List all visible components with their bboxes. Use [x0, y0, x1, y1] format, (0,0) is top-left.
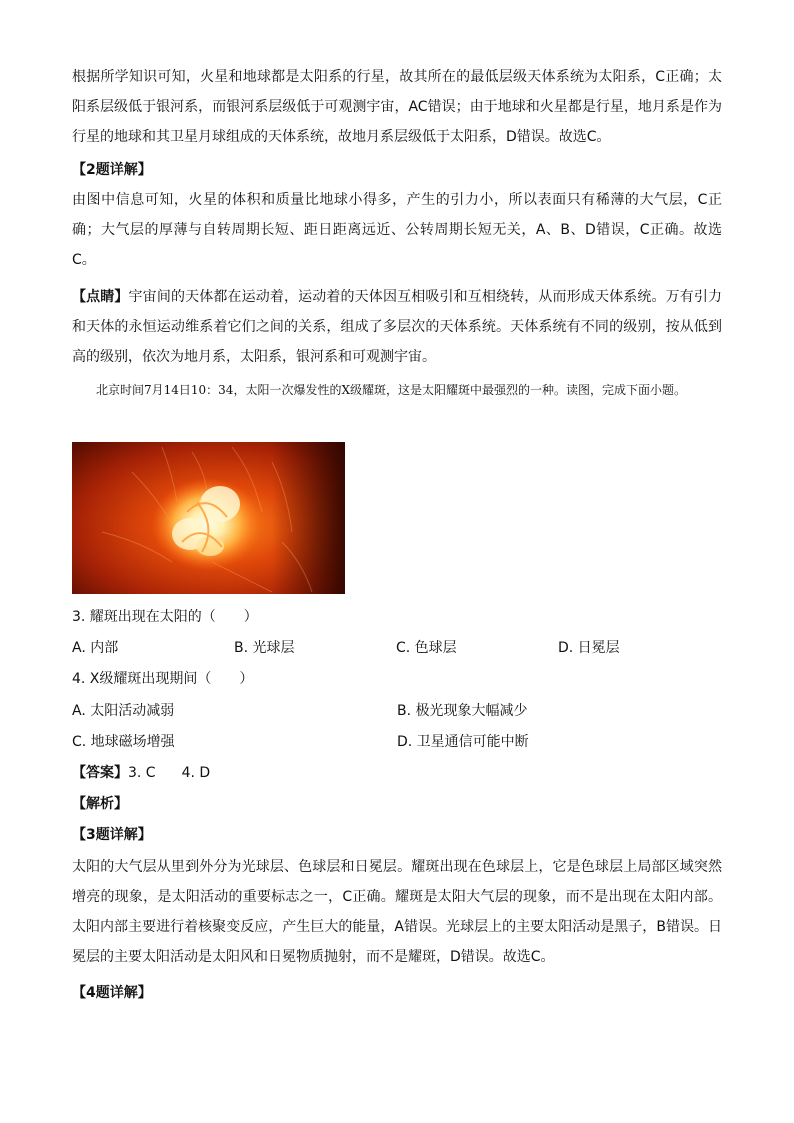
q4-option-c: C. 地球磁场增强 [72, 734, 175, 750]
tip-text: 宇宙间的天体都在运动着，运动着的天体因互相吸引和互相绕转，从而形成天体系统。万有引力和天体的永恒运动维系着它们之间的关系，组成了多层次的天体系统。天体系统有不同的级别，按从低到高的级别，依次为地月系，太阳系，银河系和可观测宇宙。 [72, 289, 723, 365]
question-3-stem: 3. 耀斑出现在太阳的（ ） [72, 609, 258, 625]
q4-detail-label: 【4题详解】 [72, 985, 152, 1001]
q3-option-c: C. 色球层 [396, 640, 457, 656]
q3-detail-label-block [72, 824, 722, 846]
question-4 [72, 668, 722, 690]
q3-detail-text: 太阳的大气层从里到外分为光球层、色球层和日冕层。耀斑出现在色球层上，它是色球层上局部区域突然增亮的现象，是太阳活动的重要标志之一，C正确。耀斑是太阳大气层的现象，而不是出现在太阳内部。太阳内部主要进行着核聚变反应，产生巨大的能量，A错误。光球层上的主要太阳活动是黑子，B错误。日冕层的主要太阳活动是太阳风和日冕物质抛射，而不是耀斑，D错误。故选C。 [72, 859, 722, 965]
question-3 [72, 606, 722, 628]
tip-paragraph [72, 282, 722, 372]
analysis-label: 【解析】 [72, 796, 128, 812]
answer-3: 3. C [128, 765, 156, 781]
question-4-options-row2 [72, 731, 722, 753]
q1-explanation-text: 根据所学知识可知，火星和地球都是太阳系的行星，故其所在的最低层级天体系统为太阳系，C正确；太阳系层级低于银河系，而银河系层级低于可观测宇宙，AC错误；由于地球和火星都是行星，地月系是作为行星的地球和其卫星月球组成的天体系统，故地月系层级低于太阳系，D错误。故选C。 [72, 69, 722, 145]
q3-option-a: A. 内部 [72, 640, 119, 656]
answer-label: 【答案】 [72, 765, 128, 781]
question-4-options-row1 [72, 700, 722, 722]
q2-detail-text: 由图中信息可知，火星的体积和质量比地球小得多，产生的引力小，所以表面只有稀薄的大气层，C正确；大气层的厚薄与自转周期长短、距日距离远近、公转周期长短无关，A、B、D错误，C正确。故选C。 [72, 192, 722, 268]
q4-option-b: B. 极光现象大幅减少 [397, 703, 528, 719]
answer-line [72, 762, 722, 784]
analysis-label-block [72, 793, 722, 815]
q3-option-d: D. 日冕层 [558, 640, 620, 656]
question-3-options [72, 637, 722, 659]
q2-detail-label: 【2题详解】 [72, 162, 152, 178]
tip-label: 【点睛】 [72, 289, 129, 305]
q4-option-d: D. 卫星通信可能中断 [397, 734, 529, 750]
q3-detail-section [72, 852, 722, 972]
solar-flare-image [72, 442, 345, 594]
reading-passage [72, 373, 722, 407]
q3-option-b: B. 光球层 [234, 640, 295, 656]
tip-section [72, 282, 722, 372]
answer-4: 4. D [181, 765, 211, 781]
q3-detail-label: 【3题详解】 [72, 827, 152, 843]
q4-option-a: A. 太阳活动减弱 [72, 703, 175, 719]
passage-text: 北京时间7月14日10：34，太阳一次爆发性的X级耀斑，这是太阳耀斑中最强烈的一种。读图，完成下面小题。 [96, 383, 686, 397]
paragraph-q1-explanation [72, 62, 722, 152]
q2-detail-section [72, 155, 722, 275]
q4-detail-label-block [72, 982, 722, 1004]
question-4-stem: 4. X级耀斑出现期间（ ） [72, 671, 254, 687]
